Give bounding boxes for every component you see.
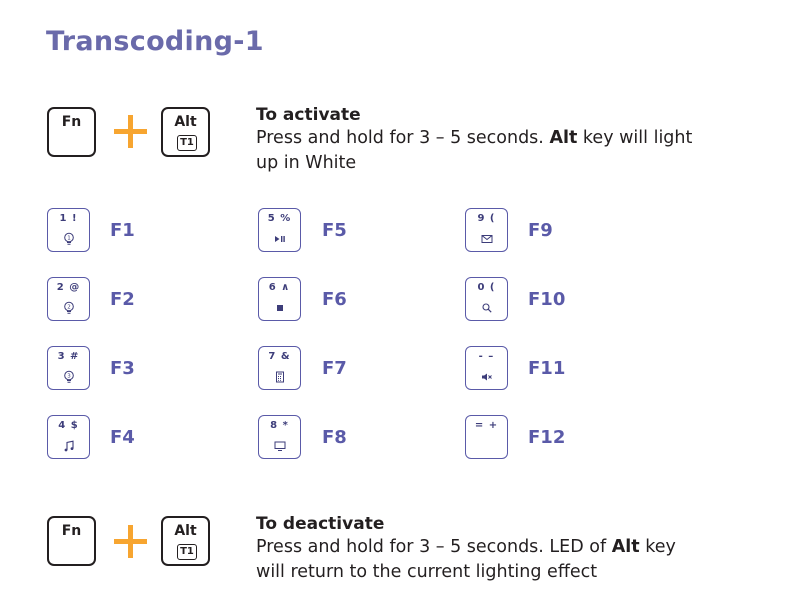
fkey-top-label: 9 ( (477, 213, 496, 224)
fkey-label: F9 (528, 220, 553, 241)
fkey-top-label: 2 @ (56, 282, 81, 293)
svg-text:2: 2 (66, 304, 71, 311)
fkey-5 (258, 208, 301, 252)
fn-key (47, 107, 96, 157)
fkey-11 (465, 346, 508, 390)
alt-key-sub: T1 (177, 544, 197, 560)
fkey-10 (465, 277, 508, 321)
activate-text-line2: up in White (256, 153, 357, 173)
fkey-2 (47, 277, 90, 321)
deactivate-text-post: key (639, 537, 676, 557)
alt-key-sub: T1 (177, 135, 197, 151)
page-title: Transcoding-1 (46, 26, 264, 57)
activate-info (256, 104, 776, 176)
fkey-top-label: 4 $ (58, 420, 79, 431)
plus-icon (114, 525, 147, 558)
fkey-label: F1 (110, 220, 135, 241)
fkey-4 (47, 415, 90, 459)
activate-text-post: key will light (577, 128, 693, 148)
plus-icon (114, 115, 147, 148)
fn-key-label: Fn (61, 114, 82, 130)
fn-key-deactivate (47, 516, 96, 566)
alt-key-label: Alt (174, 523, 197, 539)
activate-text-pre: Press and hold for 3 – 5 seconds. (256, 128, 550, 148)
mute-icon (480, 370, 494, 384)
bulb-2-icon (62, 301, 76, 315)
fkey-top-label: 3 # (57, 351, 80, 362)
activate-heading: To activate (256, 105, 361, 125)
fkey-label: F10 (528, 289, 566, 310)
alt-key-label: Alt (174, 114, 197, 130)
fkey-top-label: 7 & (268, 351, 291, 362)
deactivate-text-bold: Alt (611, 537, 640, 557)
svg-text:3: 3 (66, 373, 71, 380)
calculator-icon (273, 370, 287, 384)
fkey-label: F11 (528, 358, 566, 379)
mail-icon (480, 232, 494, 246)
fkey-top-label: 1 ! (59, 213, 78, 224)
alt-key-deactivate (161, 516, 210, 566)
music-note-icon (62, 439, 76, 453)
fkey-top-label: 5 % (267, 213, 292, 224)
fkey-top-label: - – (478, 351, 495, 362)
monitor-icon (273, 439, 287, 453)
fkey-top-label: 8 * (270, 420, 289, 431)
fkey-12 (465, 415, 508, 459)
bulb-1-icon (62, 232, 76, 246)
fkey-3 (47, 346, 90, 390)
fkey-top-label: 0 ( (477, 282, 496, 293)
fkey-label: F8 (322, 427, 347, 448)
activate-body (256, 126, 776, 176)
deactivate-body (256, 535, 776, 585)
fkey-6 (258, 277, 301, 321)
fkey-label: F2 (110, 289, 135, 310)
fkey-label: F5 (322, 220, 347, 241)
fkey-8 (258, 415, 301, 459)
deactivate-text-pre: Press and hold for 3 – 5 seconds. LED of (256, 537, 612, 557)
stop-icon (273, 301, 287, 315)
fkey-label: F6 (322, 289, 347, 310)
search-icon (480, 301, 494, 315)
fkey-7 (258, 346, 301, 390)
fkey-label: F4 (110, 427, 135, 448)
alt-key (161, 107, 210, 157)
fkey-top-label: = + (474, 420, 499, 431)
deactivate-heading: To deactivate (256, 514, 385, 534)
fkey-9 (465, 208, 508, 252)
fkey-top-label: 6 ∧ (268, 282, 291, 293)
fkey-1 (47, 208, 90, 252)
svg-text:1: 1 (66, 235, 71, 242)
deactivate-info (256, 513, 776, 585)
deactivate-text-line2: will return to the current lighting effect (256, 562, 598, 582)
fkey-label: F7 (322, 358, 347, 379)
bulb-3-icon (62, 370, 76, 384)
activate-text-bold: Alt (549, 128, 578, 148)
fn-key-label: Fn (61, 523, 82, 539)
fkey-label: F3 (110, 358, 135, 379)
fkey-label: F12 (528, 427, 566, 448)
play-pause-icon (273, 232, 287, 246)
